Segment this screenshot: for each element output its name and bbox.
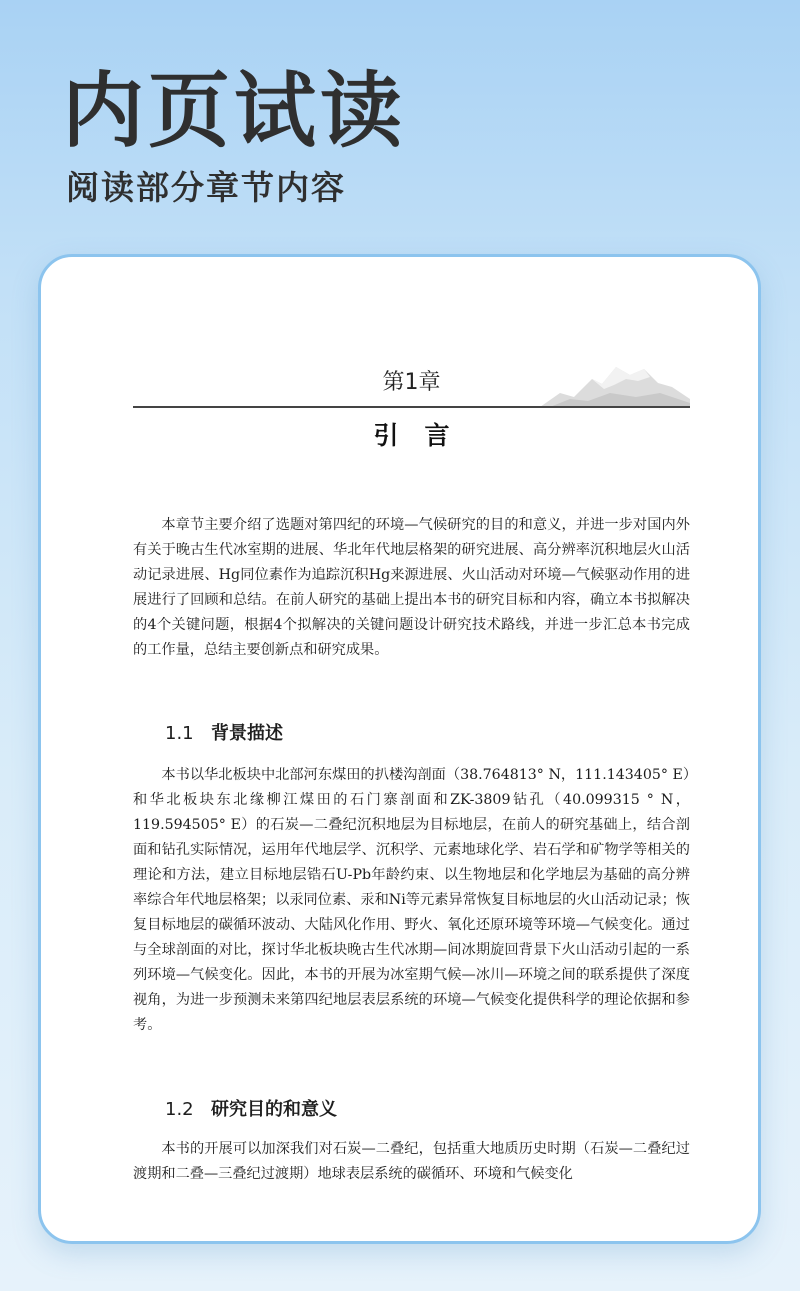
section-paragraph: 本书以华北板块中北部河东煤田的扒楼沟剖面（38.764813° N，111.143405° E）和华北板块东北缘柳江煤田的石门寨剖面和ZK-3809钻孔（40.099315 ° N，119.594505° E）的石炭—二叠纪沉积地层为目标地层，在前人的研究基础上，结合剖面和钻孔实际情况，运用年代地层学、沉积学、元素地球化学、岩石学和矿物学等相关的理论和方法，建立目标地层锆石U-Pb年龄约束、以生物地层和化学地层为基础的高分辨率综合年代地层格架；以汞同位素、汞和Ni等元素异常恢复目标地层的火山活动记录；恢复目标地层的碳循环波动、大陆风化作用、野火、氧化还原环境等环境—气候变化。通过与全球剖面的对比，探讨华北板块晚古生代冰期—间冰期旋回背景下火山活动引起的一系列环境—气候变化。因此，本书的开展为冰室期气候—冰川—环境之间的联系提供了深度视角，为进一步预测未来第四纪地层表层系统的环境—气候变化提供科学的理论依据和参考。 [133,767,690,1033]
section-number: 1.2 [165,1099,194,1120]
section-number: 1.1 [165,723,194,744]
chapter-number: 第1章 [382,370,441,395]
section-title: 研究目的和意义 [211,1099,337,1120]
intro-paragraph: 本章节主要介绍了选题对第四纪的环境—气候研究的目的和意义，并进一步对国内外有关于晚古生代冰室期的进展、华北年代地层格架的研究进展、高分辨率沉积地层火山活动记录进展、Hg同位素作为追踪沉积Hg来源进展、火山活动对环境—气候驱动作用的进展进行了回顾和总结。在前人研究的基础上提出本书的研究目标和内容，确立本书拟解决的4个关键问题，根据4个拟解决的关键问题设计研究技术路线，并进一步汇总本书完成的工作量，总结主要创新点和研究成果。 [133,517,690,658]
page-subtitle: 阅读部分章节内容 [66,168,346,207]
section-title: 背景描述 [211,723,283,744]
section-heading [165,719,283,745]
chapter-header [133,357,690,450]
preview-card [38,254,761,1244]
section-paragraph: 本书的开展可以加深我们对石炭—二叠纪，包括重大地质历史时期（石炭—二叠纪过渡期和二叠—三叠纪过渡期）地球表层系统的碳循环、环境和气候变化 [133,1141,690,1182]
page-title: 内页试读 [62,64,407,159]
chapter-title: 引言 [373,421,476,450]
chapter-divider [133,406,690,408]
section-heading [165,1095,337,1121]
